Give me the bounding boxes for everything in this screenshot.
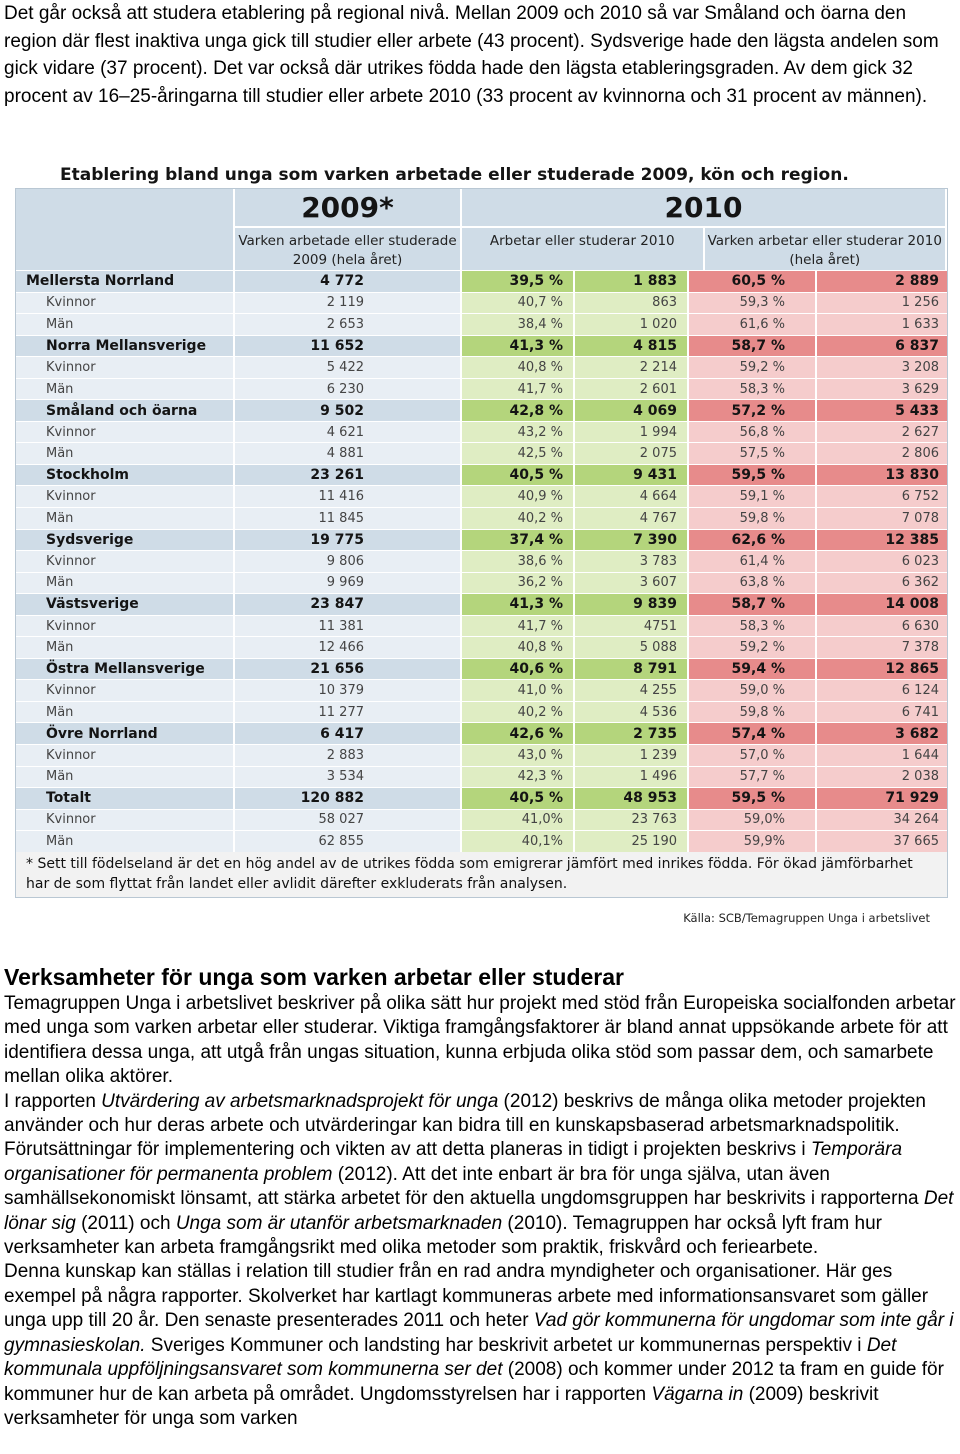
cell-active-pct: 40,5 % <box>462 788 575 809</box>
cell-active-count: 23 763 <box>575 810 689 831</box>
col-active-header: Arbetar eller studerar 2010 <box>462 228 705 270</box>
row-label: Östra Mellansverige <box>16 659 235 680</box>
cell-active-count: 3 783 <box>575 551 689 572</box>
cell-inactive-pct: 58,7 % <box>689 594 817 615</box>
text-run: (2009) beskrivit verksamheter för unga som varken <box>4 1383 879 1429</box>
cell-active-count: 5 088 <box>575 637 689 658</box>
cell-inactive-count: 13 830 <box>817 465 947 486</box>
cell-active-count: 25 190 <box>575 831 689 852</box>
table-row-region <box>16 335 947 357</box>
text-run: (2012) beskrivs de många olika metoder projekten använder och hur deras arbete och utvärderingar kan bidra till en kunskapsbaserad arbetsmarknadspolitik. Förutsättningar för implementering och vikten av att detta planeras in tidigt i projekten beskrivs i <box>4 1090 926 1161</box>
cell-active-pct: 41,7 % <box>462 616 575 637</box>
row-label: Stockholm <box>16 465 235 486</box>
cell-inactive-count: 6 741 <box>817 702 947 723</box>
cell-2009-count: 3 534 <box>235 767 462 788</box>
row-label: Sydsverige <box>16 530 235 551</box>
table-row <box>16 830 947 852</box>
text-run: (2011) och <box>75 1212 176 1234</box>
cell-inactive-pct: 58,3 % <box>689 616 817 637</box>
table-body <box>16 270 947 852</box>
establishment-table <box>15 159 948 898</box>
cell-active-pct: 42,8 % <box>462 400 575 421</box>
cell-active-count: 4 536 <box>575 702 689 723</box>
cell-active-count: 7 390 <box>575 530 689 551</box>
table-row-region <box>16 529 947 551</box>
cell-inactive-pct: 57,4 % <box>689 723 817 744</box>
row-label: Kvinnor <box>16 486 235 507</box>
row-label: Kvinnor <box>16 293 235 314</box>
cell-inactive-count: 7 078 <box>817 508 947 529</box>
cell-inactive-count: 3 629 <box>817 379 947 400</box>
cell-active-pct: 40,2 % <box>462 508 575 529</box>
cell-active-count: 1 020 <box>575 314 689 335</box>
cell-inactive-pct: 57,5 % <box>689 443 817 464</box>
text-run: (2010). Temagruppen har också lyft fram hur verksamheter kan arbeta framgångsrikt med olika metoder som praktik, friskvård och feriearbete. <box>4 1212 882 1259</box>
cell-inactive-pct: 59,3 % <box>689 293 817 314</box>
table-row-region <box>16 399 947 421</box>
cell-inactive-pct: 59,4 % <box>689 659 817 680</box>
cell-2009-count: 2 883 <box>235 745 462 766</box>
cell-active-count: 4751 <box>575 616 689 637</box>
table-row <box>16 701 947 723</box>
cell-inactive-pct: 59,5 % <box>689 465 817 486</box>
cell-2009-count: 11 416 <box>235 486 462 507</box>
cell-active-pct: 40,2 % <box>462 702 575 723</box>
cell-inactive-pct: 59,0% <box>689 810 817 831</box>
row-label: Mellersta Norrland <box>16 271 235 292</box>
cell-inactive-pct: 59,2 % <box>689 357 817 378</box>
cell-active-count: 863 <box>575 293 689 314</box>
cell-inactive-pct: 59,1 % <box>689 486 817 507</box>
table-grid <box>15 188 948 898</box>
cell-inactive-pct: 57,2 % <box>689 400 817 421</box>
cell-active-pct: 40,8 % <box>462 637 575 658</box>
row-label: Män <box>16 831 235 852</box>
cell-active-count: 9 839 <box>575 594 689 615</box>
row-label: Övre Norrland <box>16 723 235 744</box>
table-row <box>16 292 947 314</box>
cell-inactive-count: 1 256 <box>817 293 947 314</box>
table-row <box>16 378 947 400</box>
cell-2009-count: 4 772 <box>235 271 462 292</box>
row-label: Småland och öarna <box>16 400 235 421</box>
cell-inactive-pct: 59,0 % <box>689 680 817 701</box>
text-run: (2012). Att det inte enbart är bra för unga själva, utan även samhällsekonomiskt lönsamt, att stärka arbetet för den aktuella ungdomsgruppen har beskrivits i rapporterna <box>4 1163 924 1210</box>
row-label: Män <box>16 379 235 400</box>
cell-active-pct: 43,2 % <box>462 422 575 443</box>
cell-inactive-pct: 63,8 % <box>689 573 817 594</box>
cell-inactive-pct: 59,2 % <box>689 637 817 658</box>
cell-active-pct: 42,6 % <box>462 723 575 744</box>
row-label: Kvinnor <box>16 810 235 831</box>
row-label: Män <box>16 637 235 658</box>
table-row <box>16 421 947 443</box>
cell-active-count: 4 069 <box>575 400 689 421</box>
section-heading: Verksamheter för unga som varken arbetar eller studerar <box>4 964 625 990</box>
cell-inactive-count: 7 378 <box>817 637 947 658</box>
cell-2009-count: 6 230 <box>235 379 462 400</box>
cell-2009-count: 5 422 <box>235 357 462 378</box>
cell-active-count: 8 791 <box>575 659 689 680</box>
cell-active-pct: 40,5 % <box>462 465 575 486</box>
cell-active-pct: 40,8 % <box>462 357 575 378</box>
cell-inactive-count: 3 208 <box>817 357 947 378</box>
cell-active-pct: 41,0 % <box>462 680 575 701</box>
cell-2009-count: 62 855 <box>235 831 462 852</box>
table-row <box>16 356 947 378</box>
cell-inactive-count: 6 023 <box>817 551 947 572</box>
cell-active-pct: 38,6 % <box>462 551 575 572</box>
table-row-region <box>16 270 947 292</box>
row-label: Män <box>16 767 235 788</box>
cell-2009-count: 12 466 <box>235 637 462 658</box>
cell-active-pct: 41,3 % <box>462 336 575 357</box>
text-run: Sveriges Kommuner och landsting har beskrivit arbetet ur kommunernas perspektiv i <box>145 1334 867 1356</box>
cell-2009-count: 21 656 <box>235 659 462 680</box>
cell-2009-count: 2 653 <box>235 314 462 335</box>
cell-active-count: 2 601 <box>575 379 689 400</box>
cell-2009-count: 4 621 <box>235 422 462 443</box>
section-paragraph-2 <box>4 1090 956 1261</box>
cell-inactive-pct: 56,8 % <box>689 422 817 443</box>
cell-2009-count: 11 845 <box>235 508 462 529</box>
table-row <box>16 615 947 637</box>
cell-active-pct: 42,3 % <box>462 767 575 788</box>
section-paragraph-3 <box>4 1260 956 1431</box>
cell-inactive-pct: 61,4 % <box>689 551 817 572</box>
year-2009-label: 2009* <box>235 189 460 228</box>
cell-active-pct: 41,7 % <box>462 379 575 400</box>
year-2010-label: 2010 <box>462 189 945 228</box>
cell-inactive-pct: 59,5 % <box>689 788 817 809</box>
cell-inactive-pct: 59,8 % <box>689 702 817 723</box>
row-label: Totalt <box>16 788 235 809</box>
cell-2009-count: 6 417 <box>235 723 462 744</box>
table-row <box>16 507 947 529</box>
report-title: Utvärdering av arbetsmarknadsprojekt för unga <box>101 1090 499 1112</box>
cell-active-count: 1 994 <box>575 422 689 443</box>
cell-2009-count: 4 881 <box>235 443 462 464</box>
table-source: Källa: SCB/Temagruppen Unga i arbetslivet <box>683 911 930 925</box>
cell-active-count: 4 255 <box>575 680 689 701</box>
cell-active-pct: 43,0 % <box>462 745 575 766</box>
row-label: Kvinnor <box>16 357 235 378</box>
report-title: Det kommunala uppföljningsansvaret som kommunerna ser det <box>4 1334 897 1381</box>
header-2010 <box>462 189 947 270</box>
col-inactive-header: Varken arbetar eller studerar 2010 (hela året) <box>707 233 942 268</box>
row-label: Norra Mellansverige <box>16 336 235 357</box>
text-run: I rapporten <box>4 1090 102 1112</box>
row-label: Kvinnor <box>16 616 235 637</box>
table-row <box>16 744 947 766</box>
text-run: Denna kunskap kan ställas i relation till studier från en rad andra myndigheter och organisationer. Här ges exempel på några rapporter. Skolverket har kartlagt kommuneras arbete med informationsansvaret som gäller unga upp till 20 år. Den senaste presenterades 2011 och heter <box>4 1261 929 1332</box>
cell-2009-count: 11 381 <box>235 616 462 637</box>
cell-active-count: 1 496 <box>575 767 689 788</box>
cell-inactive-pct: 59,8 % <box>689 508 817 529</box>
cell-inactive-count: 5 433 <box>817 400 947 421</box>
cell-2009-count: 10 379 <box>235 680 462 701</box>
row-label: Män <box>16 508 235 529</box>
table-row-region <box>16 658 947 680</box>
cell-active-pct: 40,1% <box>462 831 575 852</box>
cell-active-pct: 37,4 % <box>462 530 575 551</box>
intro-text: Det går också att studera etablering på regional nivå. Mellan 2009 och 2010 så var Småland och öarna den region där flest inaktiva unga gick till studier eller arbete (43 procent). Sydsverige hade den lägsta andelen som gick vidare (37 procent). Det var också där utrikes födda hade den lägsta etableringsgraden. Av dem gick 32 procent av 16–25-åringarna till studier eller arbete 2010 (33 procent av kvinnorna och 31 procent av männen). <box>4 3 939 107</box>
row-label: Kvinnor <box>16 680 235 701</box>
table-row <box>16 442 947 464</box>
cell-active-pct: 41,0% <box>462 810 575 831</box>
cell-active-pct: 40,9 % <box>462 486 575 507</box>
cell-inactive-count: 12 865 <box>817 659 947 680</box>
cell-inactive-count: 37 665 <box>817 831 947 852</box>
cell-inactive-count: 2 889 <box>817 271 947 292</box>
report-title: Vägarna in <box>651 1383 744 1405</box>
cell-active-count: 4 664 <box>575 486 689 507</box>
cell-inactive-count: 6 124 <box>817 680 947 701</box>
table-header <box>16 189 947 270</box>
table-row <box>16 766 947 788</box>
cell-inactive-pct: 62,6 % <box>689 530 817 551</box>
cell-2009-count: 58 027 <box>235 810 462 831</box>
table-row-region <box>16 464 947 486</box>
cell-inactive-count: 2 806 <box>817 443 947 464</box>
section-verksamheter <box>4 962 956 1431</box>
cell-active-count: 1 239 <box>575 745 689 766</box>
cell-inactive-count: 2 038 <box>817 767 947 788</box>
cell-inactive-pct: 59,9% <box>689 831 817 852</box>
col-2009-header: Varken arbetade eller studerade 2009 (hela året) <box>238 233 457 268</box>
section-paragraph-1: Temagruppen Unga i arbetslivet beskriver på olika sätt hur projekt med stöd från Europeiska socialfonden arbetar med unga som varken arbetar eller studerar. Viktiga framgångsfaktorer är bland annat uppsökande arbete för att identifiera dessa unga, att utgå från ungas situation, kunna erbjuda olika stöd som passar dem, och samarbete mellan olika aktörer. <box>4 993 956 1088</box>
table-row-region <box>16 722 947 744</box>
cell-2009-count: 120 882 <box>235 788 462 809</box>
intro-paragraph <box>4 0 954 110</box>
cell-2009-count: 11 277 <box>235 702 462 723</box>
cell-active-count: 2 214 <box>575 357 689 378</box>
cell-active-count: 48 953 <box>575 788 689 809</box>
table-row-region <box>16 593 947 615</box>
row-label: Män <box>16 314 235 335</box>
row-label: Västsverige <box>16 594 235 615</box>
row-label: Kvinnor <box>16 551 235 572</box>
cell-inactive-count: 14 008 <box>817 594 947 615</box>
cell-2009-count: 9 502 <box>235 400 462 421</box>
cell-active-count: 4 815 <box>575 336 689 357</box>
cell-inactive-count: 2 627 <box>817 422 947 443</box>
cell-active-pct: 41,3 % <box>462 594 575 615</box>
cell-inactive-count: 6 630 <box>817 616 947 637</box>
table-row <box>16 679 947 701</box>
cell-2009-count: 23 261 <box>235 465 462 486</box>
cell-active-pct: 40,6 % <box>462 659 575 680</box>
cell-2009-count: 19 775 <box>235 530 462 551</box>
row-label: Män <box>16 443 235 464</box>
cell-inactive-pct: 58,3 % <box>689 379 817 400</box>
cell-active-count: 2 075 <box>575 443 689 464</box>
header-blank <box>16 189 235 270</box>
cell-inactive-count: 1 644 <box>817 745 947 766</box>
cell-2009-count: 23 847 <box>235 594 462 615</box>
cell-active-count: 2 735 <box>575 723 689 744</box>
cell-active-pct: 36,2 % <box>462 573 575 594</box>
cell-2009-count: 9 969 <box>235 573 462 594</box>
cell-inactive-count: 3 682 <box>817 723 947 744</box>
cell-inactive-count: 12 385 <box>817 530 947 551</box>
cell-active-pct: 42,5 % <box>462 443 575 464</box>
cell-inactive-count: 6 837 <box>817 336 947 357</box>
cell-inactive-count: 1 633 <box>817 314 947 335</box>
table-row <box>16 636 947 658</box>
cell-2009-count: 9 806 <box>235 551 462 572</box>
header-2009 <box>235 189 462 270</box>
cell-inactive-pct: 61,6 % <box>689 314 817 335</box>
cell-2009-count: 2 119 <box>235 293 462 314</box>
table-row <box>16 809 947 831</box>
row-label: Män <box>16 573 235 594</box>
report-title: Unga som är utanför arbetsmarknaden <box>175 1212 503 1234</box>
cell-active-pct: 39,5 % <box>462 271 575 292</box>
cell-active-count: 4 767 <box>575 508 689 529</box>
row-label: Män <box>16 702 235 723</box>
report-title: Temporära organisationer för permanenta problem <box>4 1139 903 1185</box>
cell-inactive-pct: 57,0 % <box>689 745 817 766</box>
row-label: Kvinnor <box>16 422 235 443</box>
cell-inactive-count: 6 752 <box>817 486 947 507</box>
table-row <box>16 550 947 572</box>
cell-inactive-pct: 58,7 % <box>689 336 817 357</box>
cell-active-count: 1 883 <box>575 271 689 292</box>
cell-2009-count: 11 652 <box>235 336 462 357</box>
table-footnote: * Sett till födelseland är det en hög andel av de utrikes födda som emigrerar jämfört med inrikes födda. För ökad jämförbarhet har de som flyttat från landet eller avlidit därefter exkluderats från analysen. <box>16 852 947 897</box>
cell-active-pct: 40,7 % <box>462 293 575 314</box>
cell-inactive-count: 6 362 <box>817 573 947 594</box>
table-title: Etablering bland unga som varken arbetade eller studerade 2009, kön och region. <box>60 165 849 185</box>
cell-inactive-pct: 60,5 % <box>689 271 817 292</box>
table-row <box>16 572 947 594</box>
cell-inactive-pct: 57,7 % <box>689 767 817 788</box>
row-label: Kvinnor <box>16 745 235 766</box>
cell-active-count: 9 431 <box>575 465 689 486</box>
report-title: Vad gör kommunerna för ungdomar som inte går i gymnasieskolan. <box>4 1310 954 1356</box>
table-row-region <box>16 787 947 809</box>
cell-inactive-count: 71 929 <box>817 788 947 809</box>
table-row <box>16 485 947 507</box>
cell-active-count: 3 607 <box>575 573 689 594</box>
cell-inactive-count: 34 264 <box>817 810 947 831</box>
text-run: (2008) och kommer under 2012 ta fram en guide för kommuner hur de kan arbeta på området. Ungdomsstyrelsen har i rapporten <box>4 1359 944 1405</box>
cell-active-pct: 38,4 % <box>462 314 575 335</box>
table-row <box>16 313 947 335</box>
report-title: Det lönar sig <box>4 1188 954 1234</box>
